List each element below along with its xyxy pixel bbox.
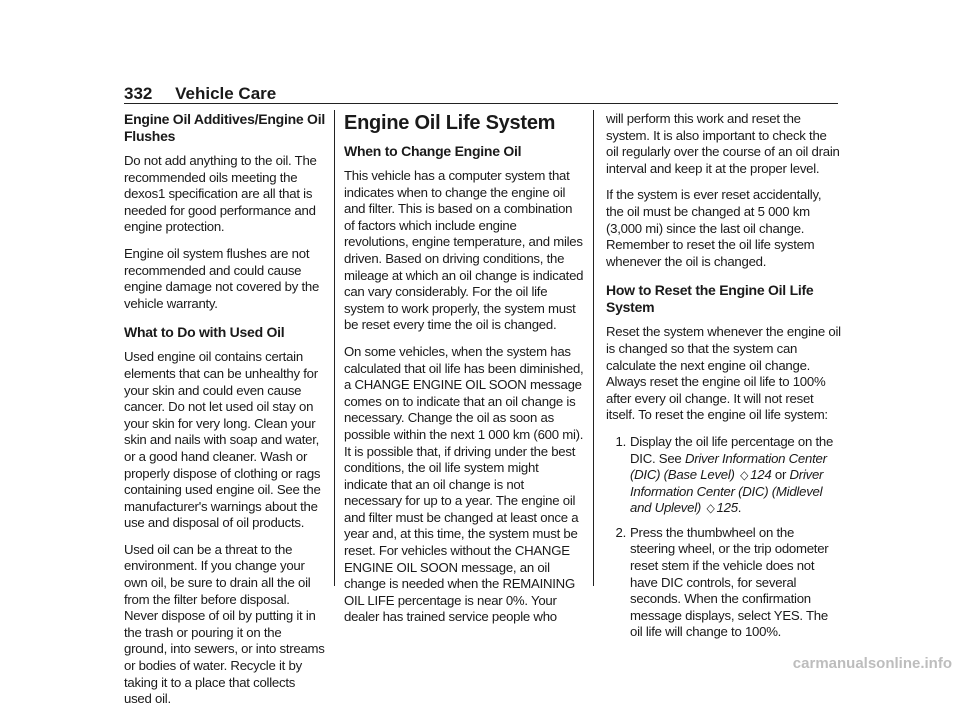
paragraph: Engine oil system flushes are not recommended and could cause engine damage not covered by the vehicle warranty.	[124, 245, 320, 311]
page-reference-icon: ◇	[706, 501, 715, 516]
paragraph: This vehicle has a computer system that indicates when to change the engine oil and filter. This is based on a combination of factors which include engine revolutions, engine temperature, and miles driven. Based on driving conditions, the mileage at which an oil change is indicated can vary considerably. For the oil life system to work properly, the system must be reset every time the oil is changed.	[344, 168, 584, 333]
page-reference-icon: ◇	[740, 468, 749, 483]
column-3	[606, 111, 842, 649]
xref-dic-midlevel-uplevel[interactable]: Driver Information Center (DIC) (Midlevel and Uplevel)	[630, 467, 824, 516]
list-item	[606, 434, 842, 517]
heading-used-oil: What to Do with Used Oil	[124, 324, 285, 341]
heading-reset-oil-life: How to Reset the Engine Oil Life System	[606, 282, 814, 316]
list-item	[606, 525, 842, 641]
page-ref[interactable]: 124	[750, 467, 772, 483]
column-divider	[593, 110, 594, 586]
page-number: 332	[124, 84, 153, 103]
step-number: 1.	[615, 433, 626, 449]
paragraph: On some vehicles, when the system has calculated that oil life has been diminished, a CHANGE ENGINE OIL SOON message comes on to indicate that an oil change is necessary. Change the oil as soon as possible within the next 1 000 km (600 mi). It is possible that, if driving under the best conditions, the oil life system might indicate that an oil change is not necessary for up to a year. The engine oil and filter must be changed at least once a year and, at this time, the system must be reset. For vehicles without the CHANGE ENGINE OIL SOON message, an oil change is needed when the REMAINING OIL LIFE percentage is near 0%. Your dealer has trained service people who	[344, 343, 584, 625]
paragraph: Used engine oil contains certain elements that can be unhealthy for your skin and could even cause cancer. Do not let used oil stay on your skin for very long. Clean your skin and nails with soap and water, or a good hand cleaner. Wash or properly dispose of clothing or rags containing used engine oil. See the manufacturer's warnings about the use and disposal of oil products.	[124, 349, 321, 531]
column-2	[344, 111, 584, 636]
column-1	[124, 111, 326, 718]
paragraph: Reset the system whenever the engine oil is changed so that the system can calculate the next engine oil change. Always reset the engine oil life to 100% after every oil change. It will not reset itself. To reset the engine oil life system:	[606, 324, 841, 423]
page-ref[interactable]: 125	[716, 500, 738, 516]
step-text: Display the oil life percentage on the DIC. See Driver Information Center (DIC) (Base Level) ◇ 124 or Driver Information Center (DIC) (Midlevel and Uplevel) ◇ 125.	[630, 433, 834, 516]
paragraph: Do not add anything to the oil. The recommended oils meeting the dexos1 specification are all that is needed for good performance and engine protection.	[124, 153, 317, 235]
paragraph: Used oil can be a threat to the environment. If you change your own oil, be sure to drain all the oil from the filter before disposal. Never dispose of oil by putting it in the trash or pouring it on the ground, into sewers, or into streams or bodies of water. Recycle it by taking it to a place that collects used oil.	[124, 541, 325, 707]
header-rule	[124, 103, 838, 104]
step-number: 2.	[615, 524, 626, 540]
heading-when-to-change: When to Change Engine Oil	[344, 143, 522, 159]
xref-dic-base-level[interactable]: Driver Information Center (DIC) (Base Level)	[630, 450, 827, 483]
paragraph: will perform this work and reset the system. It is also important to check the oil regularly over the course of an oil drain interval and keep it at the proper level.	[606, 111, 840, 176]
section-title: Vehicle Care	[175, 84, 277, 103]
heading-oil-life-system: Engine Oil Life System	[344, 112, 556, 134]
page-header	[124, 84, 276, 104]
steps-list	[606, 434, 842, 641]
heading-oil-additives: Engine Oil Additives/Engine Oil Flushes	[124, 111, 325, 144]
step-text: Press the thumbwheel on the steering wheel, or the trip odometer reset stem if the vehicle does not have DIC controls, for several seconds. When the confirmation message displays, select YES. The oil life will change to 100%.	[630, 524, 829, 640]
column-divider	[334, 110, 335, 586]
paragraph: If the system is ever reset accidentally, the oil must be changed at 5 000 km (3,000 mi) since the last oil change. Remember to reset the oil life system whenever the oil is changed.	[606, 187, 822, 269]
watermark: carmanualsonline.info	[792, 655, 952, 672]
